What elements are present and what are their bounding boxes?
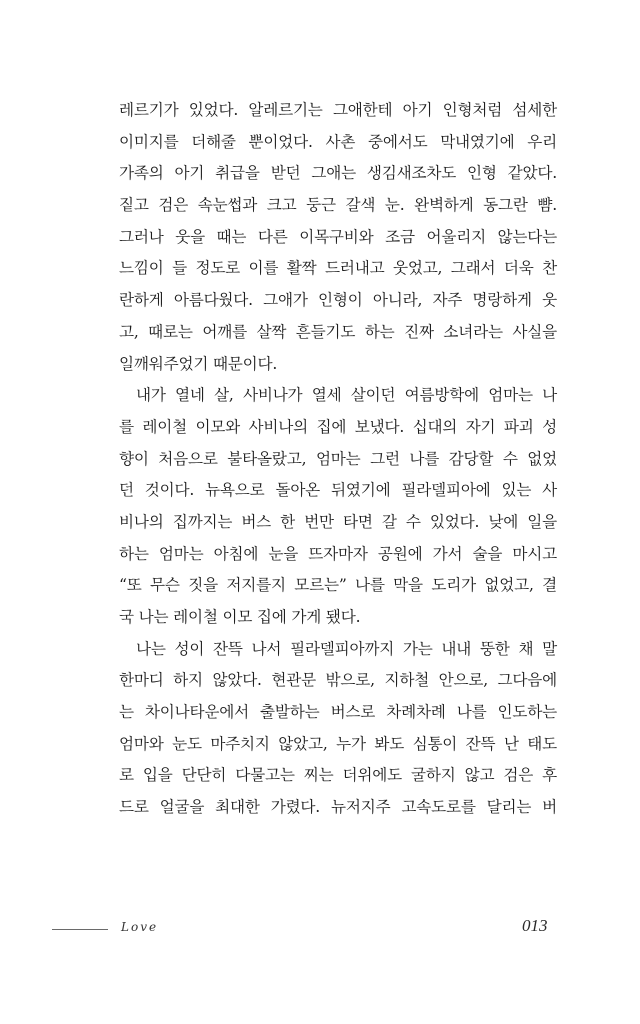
text-line: 향이 처음으로 불타올랐고, 엄마는 그런 나를 감당할 수 없었 <box>119 449 557 468</box>
text-line: 일깨워주었기 때문이다. <box>119 354 278 373</box>
text-line: 가족의 아기 취급을 받던 그애는 생김새조차도 인형 같았다. <box>119 164 557 183</box>
text-line: 를 레이철 이모와 사비나의 집에 보냈다. 십대의 자기 파괴 성 <box>119 417 557 436</box>
text-line-paragraph-start: 나는 성이 잔뜩 나서 필라델피아까지 가는 내내 뚱한 채 말 <box>136 639 557 658</box>
text-line: 하는 엄마는 아침에 눈을 뜨자마자 공원에 가서 술을 마시고 <box>119 544 557 563</box>
text-line: 드로 얼굴을 최대한 가렸다. 뉴저지주 고속도로를 달리는 버 <box>119 798 557 817</box>
text-line: 이미지를 더해줄 뿐이었다. 사촌 중에서도 막내였기에 우리 <box>119 132 557 151</box>
text-line: 엄마와 눈도 마주치지 않았고, 누가 봐도 심통이 잔뜩 난 태도 <box>119 734 557 753</box>
text-line: 비나의 집까지는 버스 한 번만 타면 갈 수 있었다. 낮에 일을 <box>119 512 557 531</box>
text-line-paragraph-start: 내가 열네 살, 사비나가 열세 살이던 여름방학에 엄마는 나 <box>136 386 557 405</box>
text-line: 던 것이다. 뉴욕으로 돌아온 뒤였기에 필라델피아에 있는 사 <box>119 481 557 500</box>
text-line: 란하게 아름다웠다. 그애가 인형이 아니라, 자주 명랑하게 웃 <box>119 291 557 310</box>
body-text <box>119 95 557 824</box>
footer-divider <box>52 929 108 930</box>
text-line: 그러나 웃을 때는 다른 이목구비와 조금 어울리지 않는다는 <box>119 227 557 246</box>
text-line: 느낌이 들 정도로 이를 활짝 드러내고 웃었고, 그래서 더욱 찬 <box>119 259 557 278</box>
text-line: 국 나는 레이철 이모 집에 가게 됐다. <box>119 608 361 626</box>
text-line: 레르기가 있었다. 알레르기는 그애한테 아기 인형처럼 섬세한 <box>119 101 557 119</box>
text-line: 로 입을 단단히 다물고는 찌는 더위에도 굴하지 않고 검은 후 <box>119 766 557 785</box>
text-line: 한마디 하지 않았다. 현관문 밖으로, 지하철 안으로, 그다음에 <box>119 671 557 690</box>
text-line: “또 무슨 짓을 저지를지 모르는” 나를 막을 도리가 없었고, 결 <box>119 576 557 595</box>
running-footer-title: Love <box>121 920 159 934</box>
text-line: 는 차이나타운에서 출발하는 버스로 차례차례 나를 인도하는 <box>119 703 557 722</box>
page-number: 013 <box>522 916 548 935</box>
text-line: 고, 때로는 어깨를 살짝 흔들기도 하는 진짜 소녀라는 사실을 <box>119 322 557 341</box>
text-line: 짙고 검은 속눈썹과 크고 둥근 갈색 눈. 완벽하게 동그란 뺨. <box>119 196 557 215</box>
